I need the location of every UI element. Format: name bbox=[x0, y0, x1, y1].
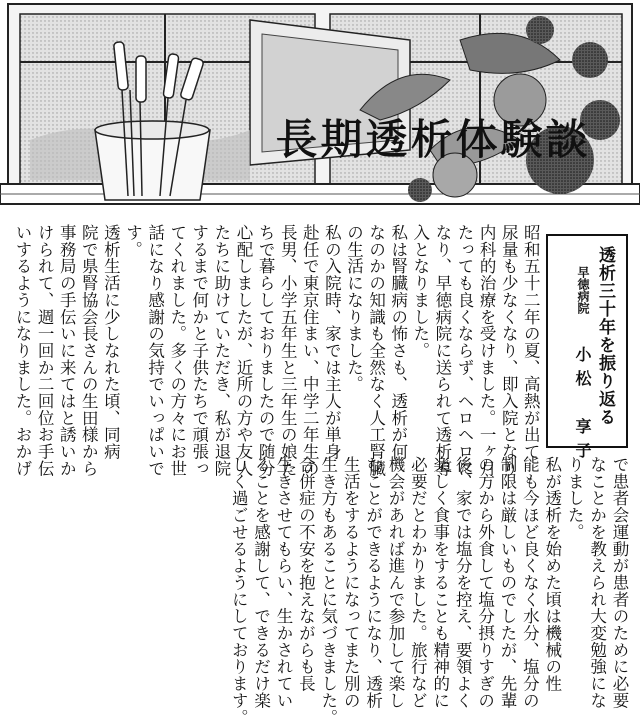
text-column: 院で県腎協会長さんの生田様から bbox=[79, 224, 99, 477]
text-column: 制限は厳しいものでしたが、先輩 bbox=[498, 456, 517, 709]
text-column: 生活をするようになってまた別の bbox=[341, 456, 361, 709]
author-name: 小松 享子 bbox=[573, 346, 592, 466]
text-column: 生き方もあることに気づきました。 bbox=[318, 456, 338, 726]
text-column: 私が透析を始めた頃は機械の性 bbox=[542, 456, 562, 692]
text-column: 能も今ほど良くなく水分、塩分の bbox=[520, 456, 540, 709]
text-column: の方から外食して塩分摂りすぎの bbox=[475, 456, 495, 709]
text-column: たちに助けていただき、私が退院 bbox=[211, 224, 231, 477]
text-column: の生活になりました。 bbox=[344, 224, 364, 393]
text-column: す。 bbox=[123, 224, 143, 258]
text-column: 事務局の手伝いに来てはと誘いか bbox=[57, 224, 77, 477]
text-column: なことかを教えられ大変勉強にな bbox=[587, 456, 607, 709]
article-title: 透析三十年を振り返る bbox=[595, 246, 615, 426]
text-column: 生きさせてもらい、生かされてい bbox=[274, 456, 293, 709]
text-column: 話になり感謝の気持でいっぱいで bbox=[145, 224, 165, 477]
text-column: するまで何かと子供たちで頑張っ bbox=[189, 224, 209, 477]
text-column: で患者会運動が患者のために必要 bbox=[610, 456, 629, 709]
text-column: てくれました。多くの方々にお世 bbox=[167, 224, 187, 477]
text-column: 長男、小学五年生と三年生の娘た bbox=[278, 224, 298, 477]
text-column: 機会があれば進んで参加して楽し bbox=[386, 456, 405, 709]
text-column: ちで暮らしておりましたので随分 bbox=[256, 224, 276, 477]
text-column: 心配しましたが、近所の方や友人 bbox=[234, 224, 253, 477]
text-column: 入となりました。 bbox=[410, 224, 430, 359]
text-column: なのかの知識も全然なく人工腎臓 bbox=[366, 224, 386, 477]
article-title-box bbox=[546, 234, 628, 466]
text-column: 透析生活に少しなれた頃、同病 bbox=[101, 224, 121, 460]
text-column: けられて、週一回か二回位お手伝 bbox=[35, 224, 55, 477]
article-heading: 長期透析体験談 bbox=[275, 115, 591, 164]
text-column: むことができるようになり、透析 bbox=[363, 456, 383, 709]
text-column: 昭和五十二年の夏、高熱が出て bbox=[521, 224, 541, 460]
text-column: 私の入院時、家では主人が単身 bbox=[322, 224, 342, 460]
text-column: りました。 bbox=[565, 456, 585, 541]
text-column: 後、家では塩分を控え、要領よく bbox=[453, 456, 473, 709]
text-column: なり、早徳病院に送られて透析導 bbox=[432, 224, 452, 477]
text-column: ることを感謝して、できるだけ楽 bbox=[251, 456, 271, 709]
author-hospital: 早徳病院 bbox=[576, 266, 590, 314]
text-column: 尿量も少なくなり、即入院となり bbox=[499, 224, 519, 477]
text-column: 私は腎臓病の怖さも、透析が何 bbox=[388, 224, 408, 460]
text-column: いするようになりました。おかげ bbox=[13, 224, 32, 477]
text-column: 必要だとわかりました。旅行など bbox=[408, 456, 428, 709]
header-illustration bbox=[0, 0, 640, 212]
text-column: 合併症の不安を抱えながらも長 bbox=[296, 456, 316, 692]
text-column: 楽しく食事をすることも精神的に bbox=[430, 456, 450, 709]
text-column: 赴任で東京住まい、中学二年生の bbox=[300, 224, 320, 477]
text-column: 内科的治療を受けました。一ヶ月 bbox=[477, 224, 497, 477]
text-column: たっても良くならず、ヘロヘロに bbox=[455, 224, 474, 477]
text-column: しく過ごせるようにしております。 bbox=[229, 456, 249, 726]
